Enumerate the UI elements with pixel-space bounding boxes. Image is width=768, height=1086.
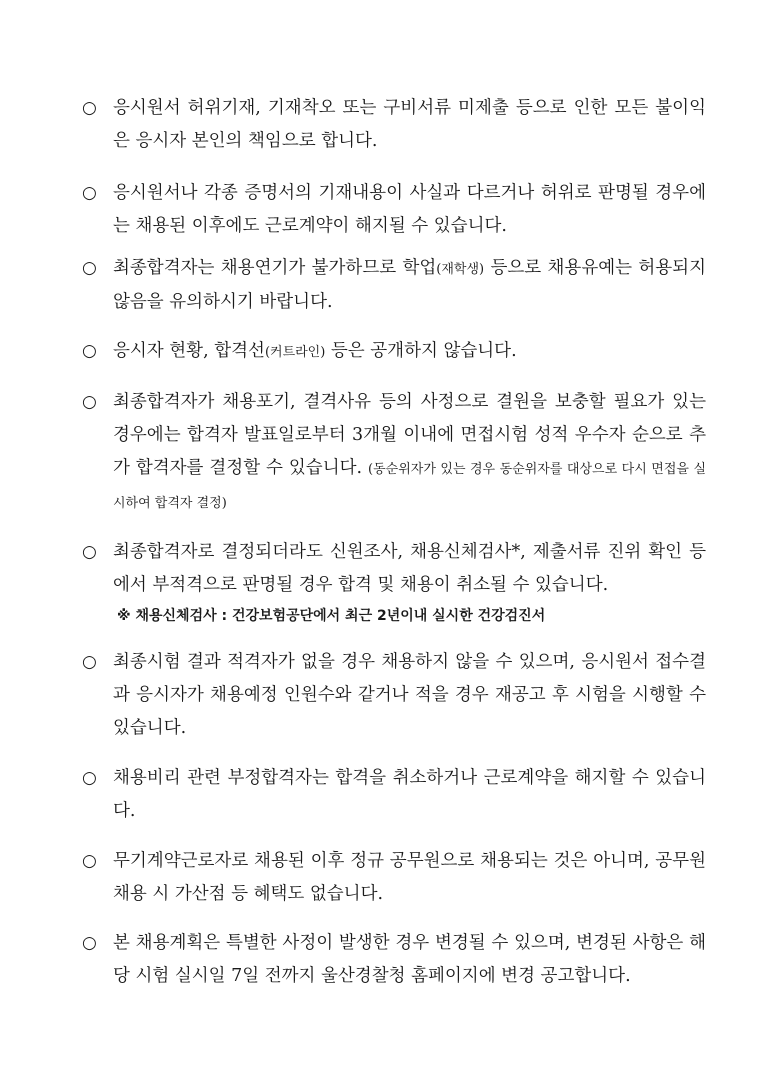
circle-bullet-icon: ○ bbox=[82, 258, 97, 278]
notice-item-4-text-a: 응시자 현황, 합격선 bbox=[113, 341, 265, 361]
notice-item-9-text: 무기계약근로자로 채용된 이후 정규 공무원으로 채용되는 것은 아니며, 공무원 채용 시 가산점 등 혜택도 없습니다. bbox=[113, 851, 706, 904]
health-check-footnote: ※ 채용신체검사 : 건강보험공단에서 최근 2년이내 실시한 건강검진서 bbox=[117, 608, 546, 624]
notice-item-6-text: 최종합격자로 결정되더라도 신원조사, 채용신체검사*, 제출서류 진위 확인 등에서 부적격으로 판명될 경우 합격 및 채용이 취소될 수 있습니다. bbox=[113, 542, 706, 595]
notice-item-3 bbox=[82, 252, 706, 319]
notice-item-2 bbox=[82, 177, 706, 243]
notice-item-5 bbox=[82, 386, 706, 520]
notice-item-3-text-b: 등으로 채용유예는 허용되지 않음을 유의하시기 바랍니다. bbox=[113, 258, 706, 312]
notice-item-5-note: (동순위자가 있는 경우 동순위자를 대상으로 다시 면접을 실시하여 합격자 결정) bbox=[113, 462, 707, 511]
notice-item-7-text: 최종시험 결과 적격자가 없을 경우 채용하지 않을 수 있으며, 응시원서 접수결과 응시자가 채용예정 인원수와 같거나 적을 경우 재공고 후 시험을 시행할 수 있습니다. bbox=[113, 652, 706, 738]
circle-bullet-icon: ○ bbox=[82, 183, 97, 203]
notice-item-9 bbox=[82, 845, 706, 911]
circle-bullet-icon: ○ bbox=[82, 851, 97, 871]
notice-item-4-note: (커트라인) bbox=[264, 345, 326, 360]
circle-bullet-icon: ○ bbox=[82, 392, 97, 412]
notice-item-2-text: 응시원서나 각종 증명서의 기재내용이 사실과 다르거나 허위로 판명될 경우에는 채용된 이후에도 근로계약이 해지될 수 있습니다. bbox=[113, 183, 706, 236]
notice-item-1-text: 응시원서 허위기재, 기재착오 또는 구비서류 미제출 등으로 인한 모든 불이익은 응시자 본인의 책임으로 합니다. bbox=[113, 98, 706, 151]
notice-item-4 bbox=[82, 335, 706, 369]
circle-bullet-icon: ○ bbox=[82, 98, 97, 118]
circle-bullet-icon: ○ bbox=[82, 542, 97, 562]
circle-bullet-icon: ○ bbox=[82, 768, 97, 788]
notice-item-1 bbox=[82, 92, 706, 158]
notice-item-4-text-b: 등은 공개하지 않습니다. bbox=[325, 341, 517, 361]
notice-item-3-note: (재학생) bbox=[436, 262, 485, 277]
notice-item-10 bbox=[82, 927, 706, 993]
notice-item-6 bbox=[82, 536, 706, 602]
notice-item-3-text-a: 최종합격자는 채용연기가 불가하므로 학업 bbox=[113, 258, 437, 278]
notice-item-10-text: 본 채용계획은 특별한 사정이 발생한 경우 변경될 수 있으며, 변경된 사항은 해당 시험 실시일 7일 전까지 울산경찰청 홈페이지에 변경 공고합니다. bbox=[113, 933, 706, 986]
notice-item-8 bbox=[82, 762, 706, 828]
circle-bullet-icon: ○ bbox=[82, 341, 97, 361]
notice-item-8-text: 채용비리 관련 부정합격자는 합격을 취소하거나 근로계약을 해지할 수 있습니다. bbox=[113, 768, 706, 821]
notice-item-7 bbox=[82, 646, 706, 745]
notice-item-5-text: 최종합격자가 채용포기, 결격사유 등의 사정으로 결원을 보충할 필요가 있는 경우에는 합격자 발표일로부터 3개월 이내에 면접시험 성적 우수자 순으로 추가 합격자를 결정할 수 있습니다. bbox=[113, 392, 706, 478]
circle-bullet-icon: ○ bbox=[82, 933, 97, 953]
circle-bullet-icon: ○ bbox=[82, 652, 97, 672]
